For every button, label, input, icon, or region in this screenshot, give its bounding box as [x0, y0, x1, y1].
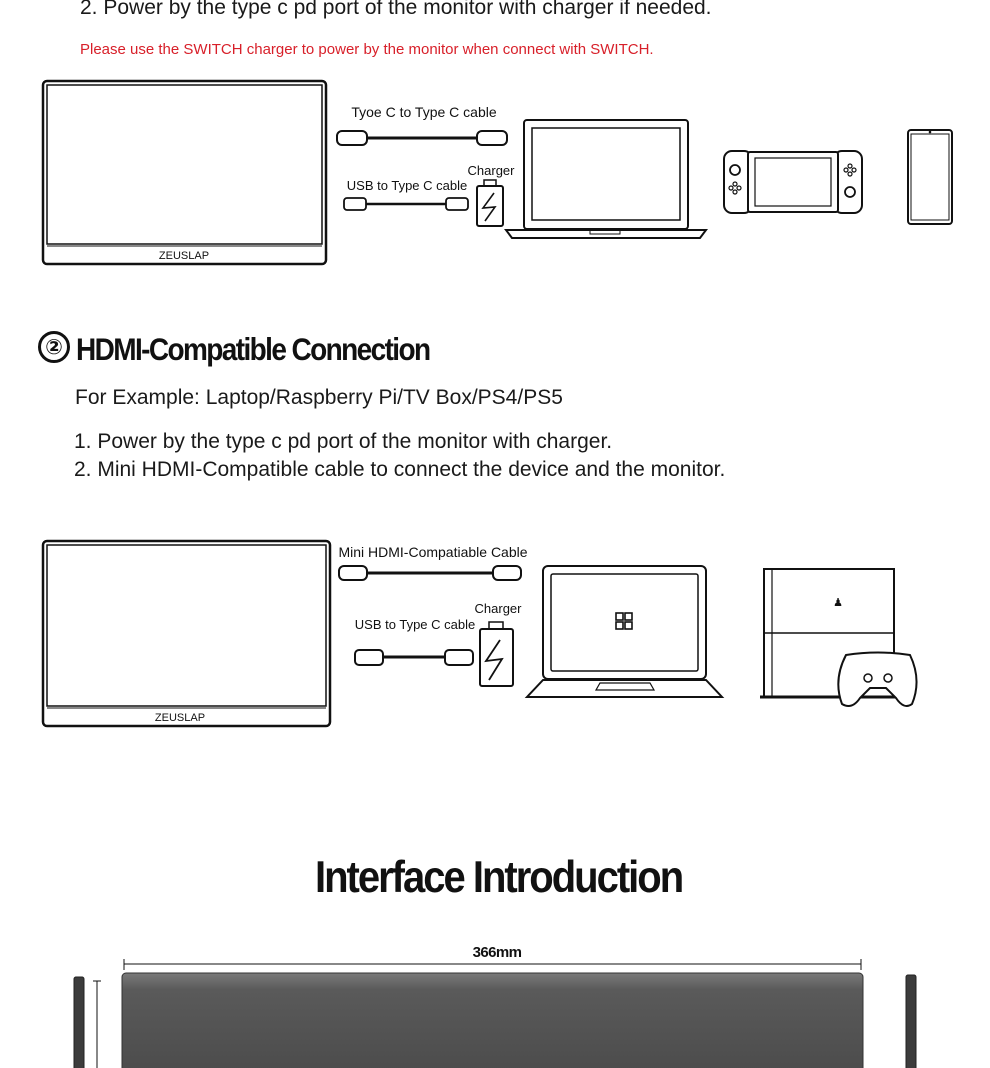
monitor-side-profile-right	[906, 975, 916, 1068]
type-c-connection-diagram	[0, 70, 990, 280]
hdmi-connection-diagram	[0, 530, 990, 740]
monitor-side-profile-left	[74, 977, 101, 1068]
section-number-badge: ②	[38, 331, 70, 363]
hdmi-section-title: HDMI-Compatible Connection	[76, 332, 430, 367]
monitor-brand-label: ZEUSLAP	[158, 250, 210, 262]
charger-label: Charger	[467, 163, 515, 178]
laptop-illustration	[527, 566, 722, 697]
laptop-illustration	[506, 120, 706, 238]
usb-cable-icon	[355, 650, 473, 665]
cable-label-usb: USB to Type C cable	[346, 178, 468, 193]
interface-section-title: Interface Introduction	[315, 853, 683, 903]
portable-monitor-illustration	[43, 81, 326, 264]
switch-charger-warning: Please use the SWITCH charger to power by the monitor when connect with SWITCH.	[80, 41, 654, 58]
monitor-back-panel	[122, 973, 863, 1068]
type-c-cable-icon	[337, 131, 507, 145]
cable-label-mini-hdmi: Mini HDMI-Compatiable Cable	[338, 544, 528, 560]
hdmi-step-2: 2. Mini HDMI-Compatible cable to connect the device and the monitor.	[74, 458, 726, 481]
monitor-brand-label: ZEUSLAP	[154, 712, 206, 724]
charger-label: Charger	[474, 601, 522, 616]
cable-label-type-c: Tyoe C to Type C cable	[351, 104, 497, 120]
charger-icon	[480, 622, 513, 686]
cable-label-usb: USB to Type C cable	[354, 617, 476, 632]
power-step-text: 2. Power by the type c pd port of the monitor with charger if needed.	[80, 0, 712, 19]
monitor-dimension-diagram	[0, 935, 990, 1068]
hdmi-step-1: 1. Power by the type c pd port of the monitor with charger.	[74, 430, 613, 453]
usb-cable-icon	[344, 198, 468, 210]
example-devices-text: For Example: Laptop/Raspberry Pi/TV Box/PS4/PS5	[75, 386, 563, 409]
smartphone-illustration	[908, 130, 952, 224]
svg-text:♟: ♟	[833, 597, 843, 609]
mini-hdmi-cable-icon	[339, 566, 521, 580]
charger-icon	[477, 180, 503, 226]
game-console-illustration	[760, 569, 917, 706]
switch-console-illustration	[724, 151, 862, 213]
width-dimension-label: 366mm	[472, 944, 522, 961]
portable-monitor-illustration	[43, 541, 330, 726]
